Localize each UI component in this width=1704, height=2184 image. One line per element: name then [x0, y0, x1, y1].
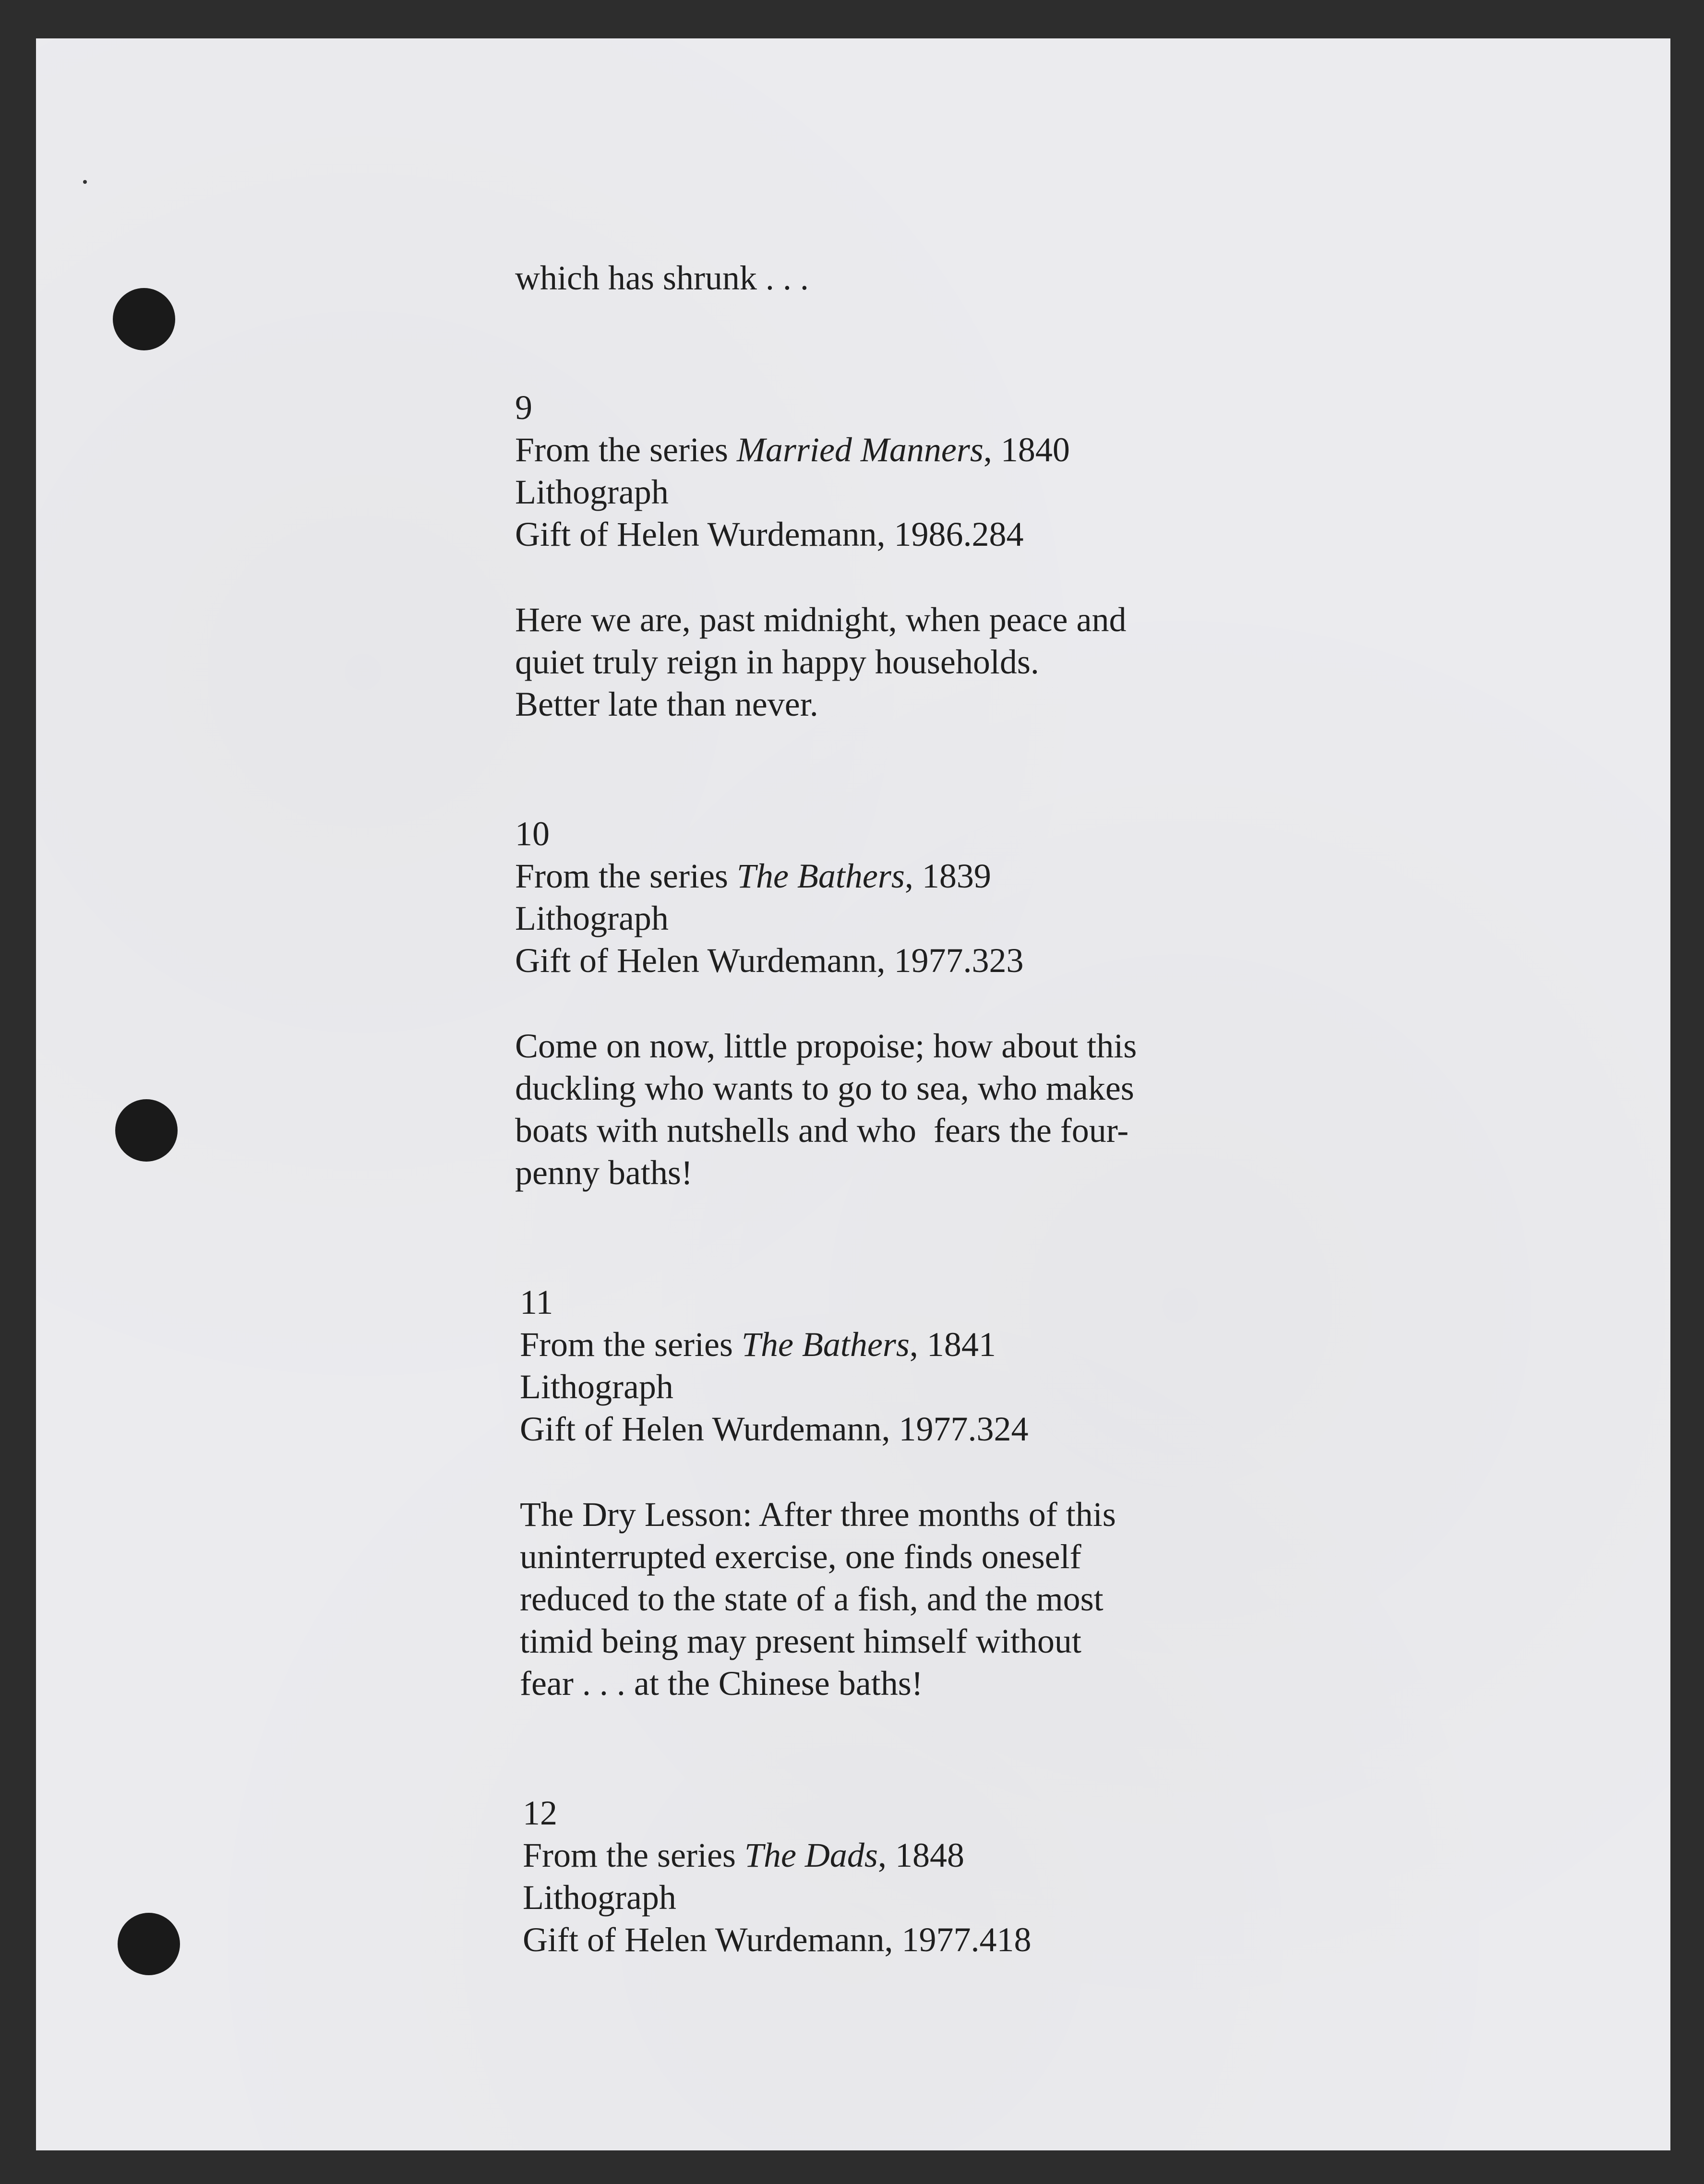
series-title: The Bathers — [741, 1325, 910, 1364]
series-prefix: From the series — [520, 1325, 742, 1364]
entry-description-11 — [515, 1493, 1331, 1704]
paper-speck — [83, 180, 87, 184]
entry-series — [515, 855, 1331, 897]
entry-number: 12 — [523, 1794, 557, 1832]
description-line: timid being may present himself without — [520, 1622, 1081, 1660]
series-title: Married Manners — [736, 431, 984, 469]
description-line: boats with nutshells and who fears the four- — [515, 1111, 1129, 1150]
entry-credit: Gift of Helen Wurdemann, 1986.284 — [515, 515, 1024, 553]
series-prefix: From the series — [515, 431, 737, 469]
description-line: Come on now, little propoise; how about this — [515, 1027, 1137, 1065]
description-line: Better late than never. — [515, 685, 818, 723]
series-year: , 1848 — [877, 1836, 964, 1874]
catalog-entry-11 — [515, 1281, 1331, 1450]
entry-description-9 — [515, 599, 1331, 725]
series-year: , 1840 — [983, 431, 1070, 469]
series-prefix: From the series — [523, 1836, 744, 1874]
series-year: , 1839 — [904, 857, 991, 895]
punch-hole-bottom — [118, 1913, 180, 1975]
entry-description-10 — [515, 1025, 1331, 1194]
series-title: The Bathers — [736, 857, 905, 895]
intro-line: which has shrunk . . . — [515, 259, 809, 297]
entry-series — [520, 1323, 1331, 1366]
entry-credit: Gift of Helen Wurdemann, 1977.324 — [520, 1410, 1029, 1448]
description-line: reduced to the state of a fish, and the most — [520, 1580, 1104, 1618]
description-line: uninterrupted exercise, one finds oneself — [520, 1537, 1081, 1576]
entry-series — [523, 1834, 1331, 1876]
description-line: penny baths! — [515, 1153, 693, 1192]
entry-medium: Lithograph — [515, 473, 669, 511]
series-title: The Dads — [744, 1836, 878, 1874]
series-year: , 1841 — [909, 1325, 996, 1364]
entry-number: 10 — [515, 815, 550, 853]
punch-hole-middle — [115, 1099, 178, 1162]
catalog-entry-10 — [515, 813, 1331, 982]
entry-series — [515, 429, 1331, 471]
description-line: quiet truly reign in happy households. — [515, 643, 1039, 681]
entry-medium: Lithograph — [515, 899, 669, 937]
entry-medium: Lithograph — [520, 1368, 673, 1406]
entry-credit: Gift of Helen Wurdemann, 1977.323 — [515, 941, 1024, 980]
punch-hole-top — [113, 288, 175, 350]
document-body — [515, 257, 1331, 1961]
entry-medium: Lithograph — [523, 1878, 676, 1917]
description-line: Here we are, past midnight, when peace and — [515, 600, 1127, 639]
description-line: The Dry Lesson: After three months of this — [520, 1495, 1116, 1534]
description-line: duckling who wants to go to sea, who makes — [515, 1069, 1134, 1107]
paper-sheet — [36, 38, 1670, 2150]
entry-number: 9 — [515, 388, 532, 427]
series-prefix: From the series — [515, 857, 737, 895]
catalog-entry-12 — [515, 1792, 1331, 1961]
description-line: fear . . . at the Chinese baths! — [520, 1664, 923, 1703]
entry-credit: Gift of Helen Wurdemann, 1977.418 — [523, 1920, 1032, 1959]
entry-number: 11 — [520, 1283, 553, 1321]
catalog-entry-9 — [515, 386, 1331, 555]
